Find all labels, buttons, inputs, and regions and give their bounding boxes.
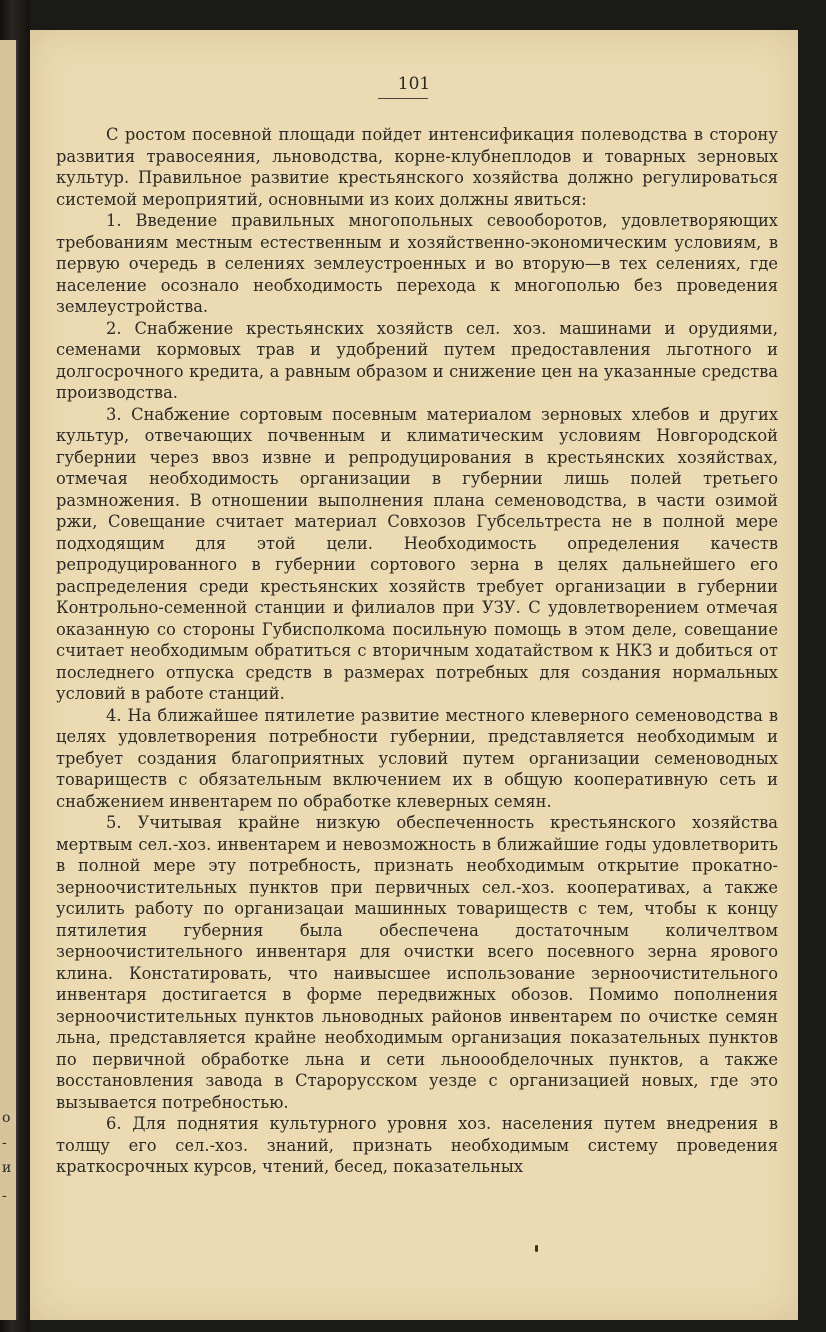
page-number-rule bbox=[378, 98, 428, 99]
item-6-paragraph: 6. Для поднятия культурного уровня хоз. населения путем внедрения в толщу его сел.-хоз. знаний, признать необходимым систему проведения краткосрочных курсов, чтений, бесед, показательных bbox=[56, 1114, 778, 1176]
edge-mark: - bbox=[2, 1135, 7, 1151]
edge-mark: - bbox=[2, 1188, 7, 1204]
body-text bbox=[56, 124, 778, 1178]
document-page bbox=[30, 30, 798, 1320]
item-4-paragraph: 4. На ближайшее пятилетие развитие местного клеверного семеноводства в целях удовлетворения потребности губернии, представляется необходимым и требует создания благоприятных условий путем организации семеноводных товариществ с обязательным включением их в общую кооперативную сеть и снабжением инвентарем по обработке клеверных семян. bbox=[56, 705, 778, 811]
edge-mark: и bbox=[2, 1160, 12, 1176]
page-number: 101 bbox=[397, 74, 431, 94]
intro-paragraph: С ростом посевной площади пойдет интенсификация полеводства в сторону развития травосеяния, льноводства, корне-клубнеплодов и товарных зерновых культур. Правильное развитие крестьянского хозяйства должно регулироваться системой мероприятий, основными из коих должны явиться: bbox=[56, 125, 778, 209]
item-5-paragraph: 5. Учитывая крайне низкую обеспеченность крестьянского хозяйства мертвым сел.-хоз. инвентарем и невозможность в ближайшие годы удовлетворить в полной мере эту потребность, признать необходимым открытие прокатно-зерноочистительных пунктов при первичных сел.-хоз. кооперативах, а также усилить работу по организацаи машинных товариществ с тем, чтобы к концу пятилетия губерния была обеспечена достаточным количелтвом зерноочистительного инвентаря для очистки всего посевного зерна ярового клина. Констатировать, что наивысшее использование зерноочистительного инвентаря достигается в форме передвижных обозов. Помимо пополнения зерноочистительных пунктов льноводных районов инвентарем по очистке семян льна, представляется крайне необходимым организация показательных пунктов по первичной обработке льна и сети льноообделочных пунктов, а также восстановления завода в Старорусском уезде с организацией новых, где это вызывается потребностью. bbox=[56, 813, 778, 1112]
item-2-paragraph: 2. Снабжение крестьянских хозяйств сел. хоз. машинами и орудиями, семенами кормовых трав и удобрений путем предоставления льготного и долгосрочного кредита, а равным образом и снижение цен на указанные средства производства. bbox=[56, 318, 778, 402]
previous-page-edge bbox=[0, 40, 18, 1320]
ink-speck bbox=[535, 1245, 538, 1252]
item-3-paragraph: 3. Снабжение сортовым посевным материалом зерновых хлебов и других культур, отвечающих почвенным и климатическим условиям Новгородской губернии через ввоз извне и репродуцирования в крестьянских хозяйствах, отмечая необходимость организации в губернии лишь полей третьего размножения. В отношении выполнения плана семеноводства, в части озимой ржи, Совещание считает материал Совхозов Губсельтреста не в полной мере подходящим для этой цели. Необходимость определения качеств репродуцированного в губернии сортового зерна в целях дальнейшего его распределения среди крестьянских хозяйств требует организации в губернии Контрольно-семенной станции и филиалов при УЗУ. С удовлетворением отмечая оказанную со стороны Губисполкома посильную помощь в этом деле, совещание считает необходимым обратиться с вторичным ходатайством к НКЗ и добиться от последнего отпуска средств в размерах потребных для создания нормальных условий в работе станций. bbox=[56, 404, 778, 703]
item-1-paragraph: 1. Введение правильных многопольных севооборотов, удовлетворяющих требованиям местным естественным и хозяйственно-экономическим условиям, в первую очередь в селениях землеустроенных и во вторую—в тех селениях, где население осознало необходимость перехода к многополью без проведения землеустройства. bbox=[56, 211, 778, 316]
edge-mark: о bbox=[2, 1110, 11, 1126]
